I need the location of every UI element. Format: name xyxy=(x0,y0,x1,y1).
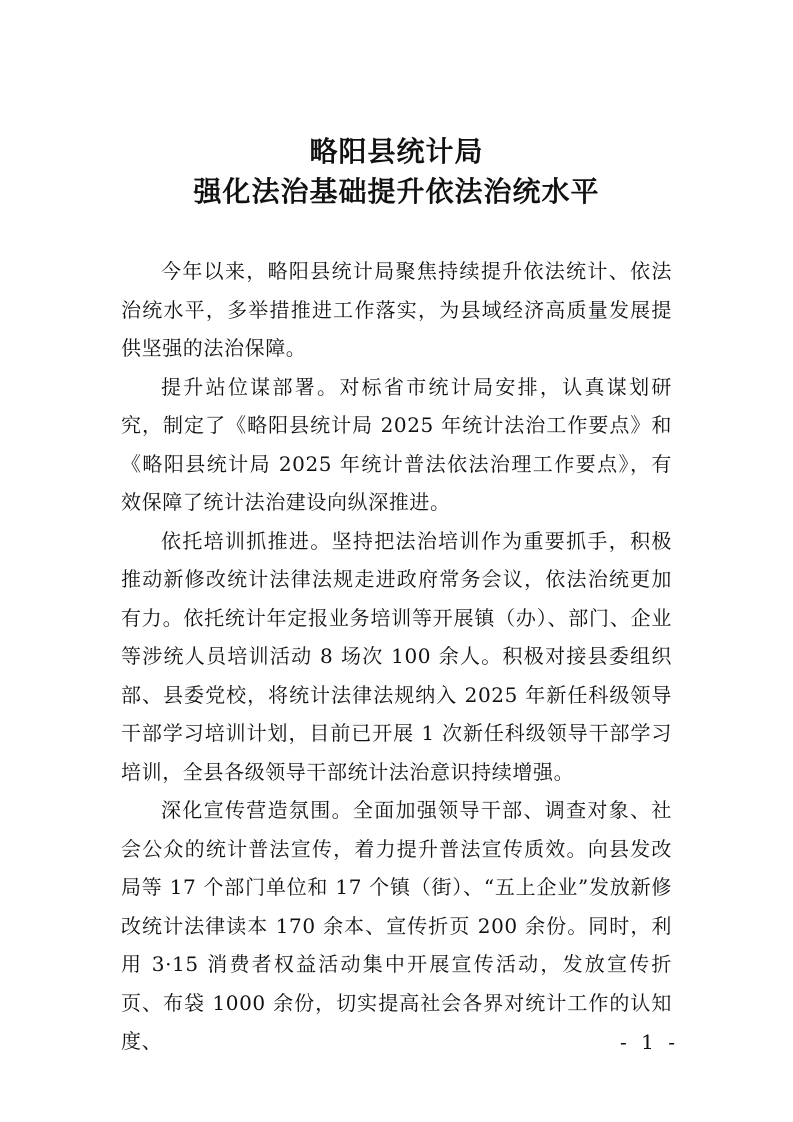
paragraph-publicity: 深化宣传营造氛围。全面加强领导干部、调查对象、社会公众的统计普法宣传，着力提升普法宣传质效。向县发改局等 17 个部门单位和 17 个镇（街）、“五上企业”发放新修改统计法律读本 170 余本、宣传折页 200 余份。同时，利用 3·15 消费者权益活动集中开展宣传活动，发放宣传折页、布袋 1000 余份，切实提高社会各界对统计工作的认知度、 xyxy=(121,798,672,1053)
paragraph-training: 依托培训抓推进。坚持把法治培训作为重要抓手，积极推动新修改统计法律法规走进政府常务会议，依法治统更加有力。依托统计年定报业务培训等开展镇（办）、部门、企业等涉统人员培训活动 8 场次 100 余人。积极对接县委组织部、县委党校，将统计法律法规纳入 2025 年新任科级领导干部学习培训计划，目前已开展 1 次新任科级领导干部学习培训，全县各级领导干部统计法治意识持续增强。 xyxy=(121,528,672,784)
paragraph-planning: 提升站位谋部署。对标省市统计局安排，认真谋划研究，制定了《略阳县统计局 2025 年统计法治工作要点》和《略阳县统计局 2025 年统计普法依法治理工作要点》，有效保障了统计法治建设向纵深推进。 xyxy=(121,374,672,514)
paragraph-intro: 今年以来，略阳县统计局聚焦持续提升依法统计、依法治统水平，多举措推进工作落实，为县域经济高质量发展提供坚强的法治保障。 xyxy=(121,259,672,360)
document-body xyxy=(121,252,672,1061)
page-number: - 1 - xyxy=(620,1030,679,1054)
document-title xyxy=(0,132,793,212)
title-line-2: 强化法治基础提升依法治统水平 xyxy=(193,175,600,208)
title-line-1: 略阳县统计局 xyxy=(309,135,484,168)
